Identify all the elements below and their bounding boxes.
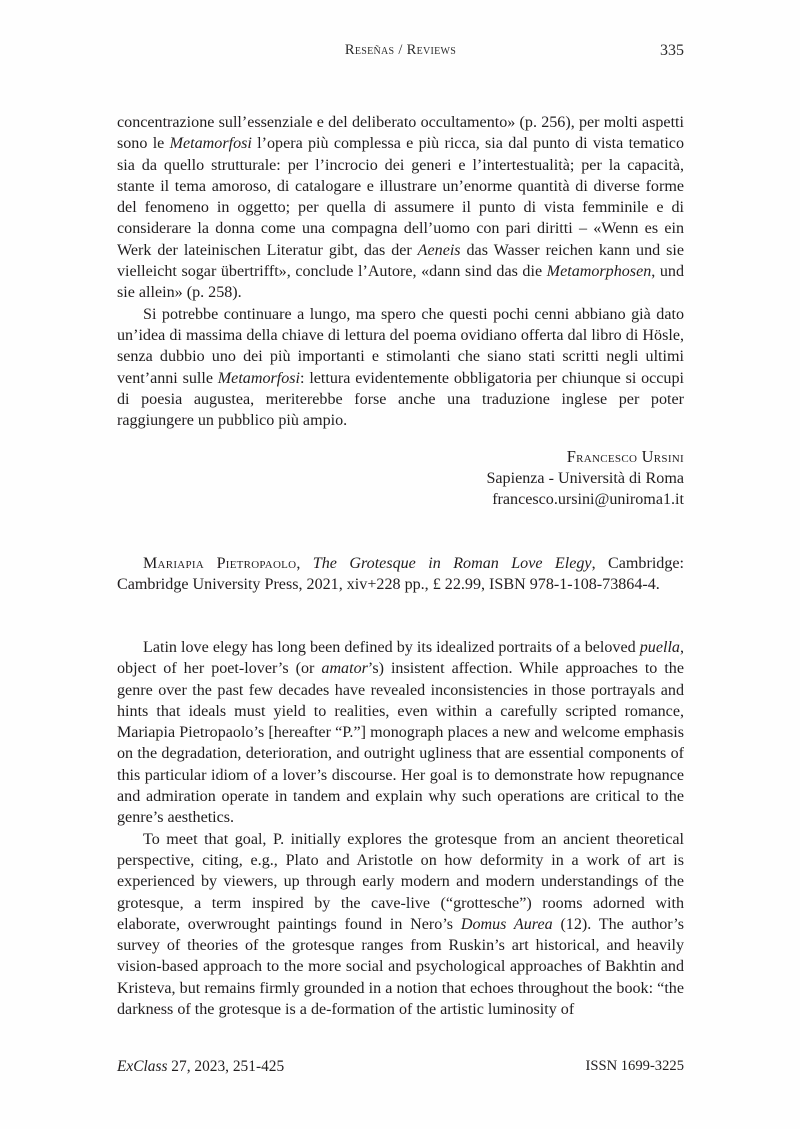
page-footer: [117, 1058, 684, 1080]
journal-name: ExClass: [117, 1058, 168, 1075]
page-number: 335: [660, 42, 684, 59]
text-run: ’s) insistent affection. While approaches to the genre over the past few decades have revealed inconsistencies in those portrayals and hints that ideals must yield to realities, even within a carefully scripted romance, Mariapia Pietropaolo’s [hereafter “P.”] monograph places a new and welcome emphasis on the degradation, deterioration, and outright ugliness that are essential components of this particular idiom of a lover’s discourse. Her goal is to demonstrate how repugnance and admiration operate in tandem and explain why such operations are critical to the genre’s aesthetics.: [117, 660, 684, 827]
text-run: , und sie allein» (p. 258).: [117, 263, 685, 302]
book-title: The Grotesque in Roman Love Elegy: [312, 555, 592, 572]
text-run: Si potrebbe continuare a lungo, ma spero che questi pochi cenni abbiano già dato un’idea di massima della chiave di lettura del poema ovidiano offerta dal libro di Hösle, senza dubbio uno dei più importanti e stimolanti che siano stati scritti negli ultimi vent’anni sulle: [117, 305, 684, 387]
reviewer-affiliation: Sapienza - Università di Roma: [486, 469, 684, 487]
journal-volume-info: 27, 2023, 251-425: [167, 1058, 285, 1075]
reviewer-signature: [117, 446, 684, 511]
text-run: , object of her poet-lover’s (or: [117, 639, 684, 678]
text-run: : lettura evidentemente obbligatoria per chiunque si occupi di poesia augustea, meriterebbe forse anche una traduzione inglese per poter raggiungere un pubblico più ampio.: [117, 369, 684, 430]
book-imprint: , Cambridge: Cambridge University Press, 2021, xiv+228 pp., £ 22.99, ISBN 978-1-108-73864-4.: [117, 555, 684, 594]
italic-title-metamorphosen: Metamorphosen: [546, 263, 652, 281]
italic-title-metamorfosi-2: Metamorfosi: [217, 369, 301, 387]
text-run: das Wasser reichen kann und sie vielleicht sogar übertrifft», conclude l’Autore, «dann sind das die: [117, 241, 684, 281]
text-run: ,: [296, 555, 313, 572]
footer-issn: ISSN 1699-3225: [585, 1058, 684, 1074]
text-run: Latin love elegy has long been defined by its idealized portraits of a beloved: [143, 639, 640, 656]
previous-review-text: [117, 112, 684, 431]
current-review-text: [117, 637, 684, 1020]
italic-title-aeneis: Aeneis: [417, 241, 461, 259]
book-author: Mariapia Pietropaolo: [143, 555, 297, 572]
text-run: To meet that goal, P. initially explores the grotesque from an ancient theoretical perspective, citing, e.g., Plato and Aristotle on how deformity in a work of art is experienced by viewers, up through early modern and modern understandings of the grotesque, a term inspired by the cave-live (“grottesche”) rooms adorned with elaborate, overwrought paintings found in Nero’s: [117, 830, 684, 933]
italic-term-amator: amator: [321, 660, 368, 678]
book-citation: [117, 553, 684, 596]
italic-term-puella: puella: [639, 639, 680, 656]
italic-title-domus-aurea: Domus Aurea: [460, 915, 553, 933]
paragraph-two: [117, 829, 684, 1021]
paragraph-one: [117, 637, 684, 829]
reviewer-name: Francesco Ursini: [566, 447, 684, 466]
text-run: (12). The author’s survey of theories of the grotesque ranges from Ruskin’s art historical, and heavily vision-based approach to the more social and psychological approaches of Bakhtin and Kristeva, but remains firmly grounded in a notion that echoes throughout the book: “the darkness of the grotesque is a de-formation of the artistic luminosity of: [117, 915, 684, 1019]
paragraph-continuation: [117, 112, 684, 304]
reviewer-email: francesco.ursini@uniroma1.it: [492, 491, 684, 509]
italic-title-metamorfosi: Metamorfosi: [169, 135, 252, 153]
running-head-title: Reseñas / Reviews: [344, 42, 457, 58]
text-run: l’opera più complessa e più ricca, sia dal punto di vista tematico sia da quello strutturale: per l’incrocio dei generi e l’intertestualità; per la capacità, stante il tema amoroso, di catalogare e illustrare un’enorme quantità di diverse forme del fenomeno in oggetto; per quella di assumere il punto di vista femminile e di considerare la donna come una compagna dell’uomo con pari diritti – «Wenn es ein Werk der lateinischen Literatur gibt, das der: [117, 135, 684, 259]
paragraph-two: [117, 304, 684, 432]
running-head: [117, 42, 684, 66]
footer-journal-reference: [117, 1058, 284, 1076]
text-run: concentrazione sull’essenziale e del deliberato occultamento» (p. 256), per molti aspetti sono le: [117, 114, 684, 153]
